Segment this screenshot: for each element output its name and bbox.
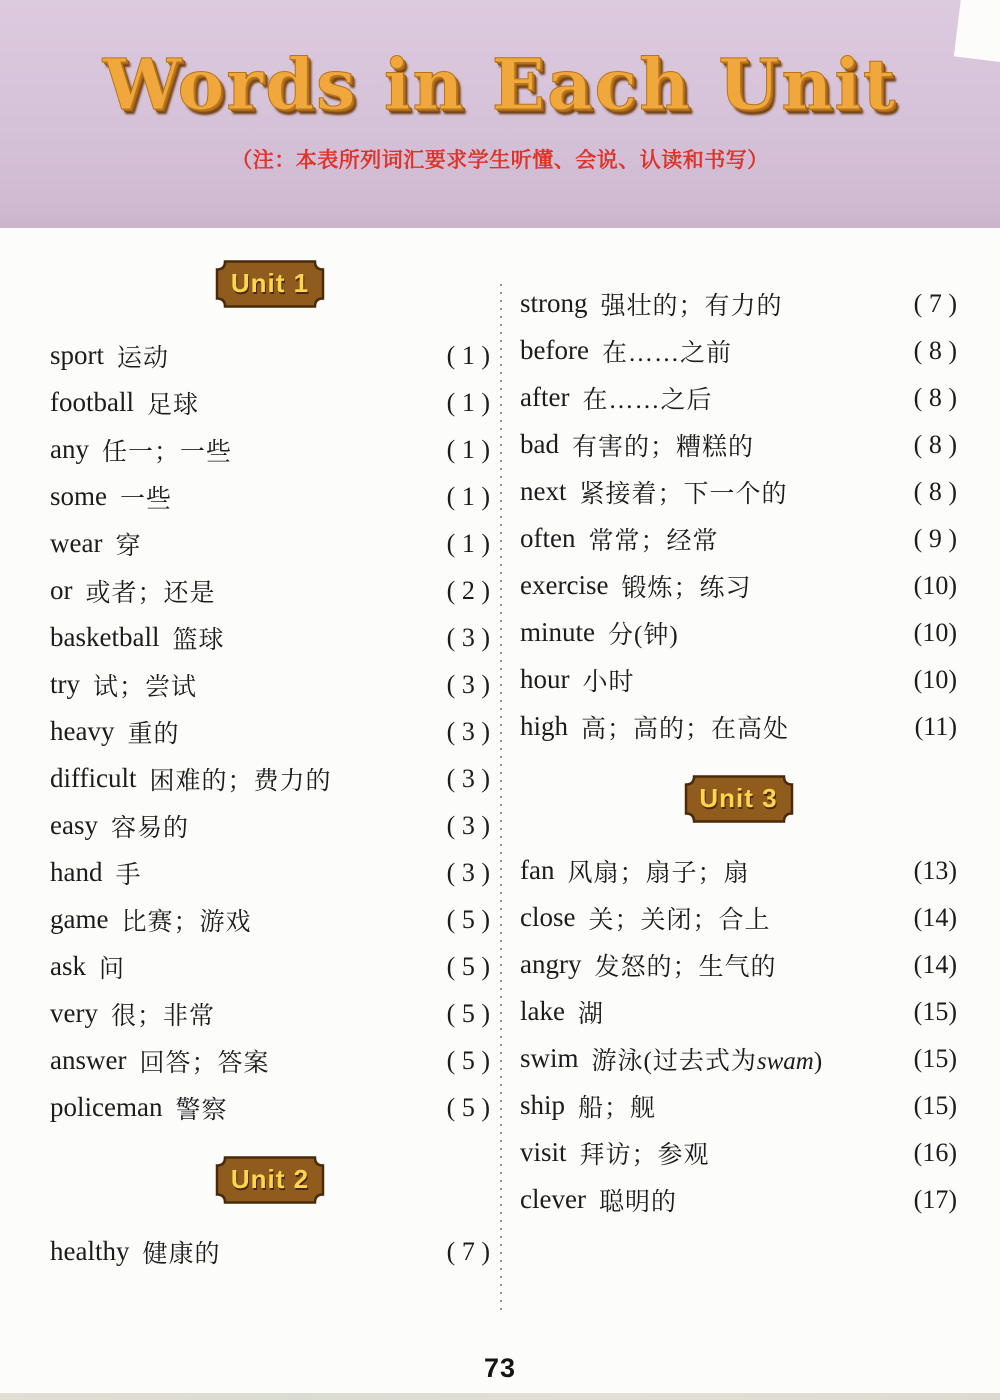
vocab-gloss-zh: 比赛；游戏 (121, 908, 252, 936)
vocab-word-en: lake (520, 996, 565, 1026)
vocab-gloss-zh: 在……之后 (582, 386, 713, 414)
page-corner-notch (954, 0, 1000, 63)
vocab-list (0, 228, 1000, 1316)
vocab-gloss-zh: 很；非常 (110, 1002, 215, 1030)
vocab-word-en: ask (50, 951, 86, 981)
vocab-word-en: hand (50, 857, 103, 887)
vocab-gloss-zh: 或者；还是 (85, 579, 216, 607)
page-number: 73 (483, 1353, 517, 1383)
vocab-word-en: angry (520, 949, 582, 979)
vocab-page-ref: ( 3 ) (446, 810, 490, 840)
vocab-word-en: policeman (50, 1092, 163, 1122)
vocab-entry (50, 896, 490, 943)
vocab-page-ref: ( 3 ) (446, 857, 490, 887)
vocab-gloss-zh (592, 1041, 824, 1077)
vocab-word-en: high (520, 711, 569, 741)
vocab-gloss-zh: 聪明的 (598, 1188, 677, 1216)
unit-badge (520, 773, 957, 825)
vocab-entry (520, 894, 957, 941)
vocab-gloss-zh: 锻炼；练习 (621, 574, 752, 602)
vocab-word-en: or (50, 575, 73, 605)
vocab-entry (520, 609, 957, 656)
vocab-entry (50, 1037, 490, 1084)
column-divider (500, 284, 502, 1316)
vocab-gloss-zh: 任一；一些 (101, 438, 232, 466)
vocab-page-ref: ( 8 ) (913, 429, 957, 459)
vocab-gloss-zh: 穿 (115, 532, 142, 560)
vocab-gloss-zh: 警察 (175, 1096, 228, 1124)
vocab-page-ref: ( 5 ) (446, 998, 490, 1028)
vocab-word-en: easy (50, 810, 98, 840)
vocab-word-en: healthy (50, 1236, 130, 1266)
vocab-entry (520, 280, 957, 327)
vocab-gloss-zh: 有害的；糟糕的 (571, 433, 754, 461)
vocab-gloss-zh: 运动 (117, 344, 170, 372)
vocab-page-ref: ( 1 ) (446, 340, 490, 370)
vocab-word-en: strong (520, 288, 588, 318)
vocab-gloss-zh: 强壮的；有力的 (600, 292, 783, 320)
vocab-page-ref: (15) (913, 996, 957, 1026)
vocab-entry (520, 941, 957, 988)
vocab-word-en: try (50, 669, 80, 699)
vocab-word-en: often (520, 523, 576, 553)
vocab-entry (520, 988, 957, 1035)
vocab-word-en: exercise (520, 570, 609, 600)
vocab-word-en: very (50, 998, 98, 1028)
vocab-entry (50, 473, 490, 520)
vocab-entry (50, 990, 490, 1037)
vocab-entry (50, 332, 490, 379)
vocab-entry (520, 468, 957, 515)
vocab-page-ref: ( 3 ) (446, 622, 490, 652)
vocab-page-ref: (15) (913, 1090, 957, 1120)
left-column (50, 258, 490, 1316)
page-footer (0, 1353, 1000, 1384)
vocab-gloss-zh: 发怒的；生气的 (594, 953, 777, 981)
page-header (0, 0, 1000, 228)
vocab-word-en: fan (520, 855, 555, 885)
vocab-gloss-zh: 足球 (146, 391, 199, 419)
vocab-entry (520, 515, 957, 562)
vocab-page-ref: ( 5 ) (446, 1092, 490, 1122)
vocab-gloss-zh: 手 (115, 861, 142, 889)
vocab-page-ref: ( 8 ) (913, 382, 957, 412)
vocab-word-en: game (50, 904, 109, 934)
vocab-gloss-zh: 船；舰 (578, 1094, 657, 1122)
vocab-gloss-zh: 风扇；扇子；扇 (567, 859, 750, 887)
vocab-entry (520, 1129, 957, 1176)
header-note: （注：本表所列词汇要求学生听懂、会说、认读和书写） (231, 147, 769, 172)
vocab-gloss-zh: 湖 (577, 1000, 604, 1028)
vocab-entry (50, 849, 490, 896)
vocab-page-ref: ( 1 ) (446, 528, 490, 558)
unit-badge-plate (208, 1154, 332, 1206)
vocab-page-ref: (16) (913, 1137, 957, 1167)
vocab-page-ref: ( 5 ) (446, 904, 490, 934)
vocab-word-en: close (520, 902, 576, 932)
unit-badge (50, 1154, 490, 1206)
vocab-word-en: wear (50, 528, 103, 558)
vocab-entry (50, 943, 490, 990)
vocab-word-en: some (50, 481, 107, 511)
vocab-gloss-zh: 健康的 (142, 1240, 221, 1268)
vocab-page-ref: ( 2 ) (446, 575, 490, 605)
vocab-word-en: difficult (50, 763, 137, 793)
vocab-entry (50, 379, 490, 426)
vocab-word-en: visit (520, 1137, 567, 1167)
vocab-entry (50, 520, 490, 567)
vocab-page-ref: ( 3 ) (446, 669, 490, 699)
unit-badge-plate (677, 773, 801, 825)
vocab-gloss-zh-pre: 游泳(过去式为 (591, 1047, 757, 1075)
vocab-page-ref: ( 7 ) (913, 288, 957, 318)
vocab-gloss-zh: 困难的；费力的 (149, 767, 332, 795)
page-bottom-edge (0, 1393, 1000, 1400)
vocab-gloss-zh: 重的 (127, 720, 180, 748)
vocab-gloss-zh: 分(钟) (608, 621, 679, 649)
vocab-gloss-zh: 关；关闭；合上 (588, 906, 771, 934)
vocab-gloss-zh: 容易的 (110, 814, 189, 842)
unit-badge-label: Unit 3 (699, 782, 778, 813)
vocab-word-en: bad (520, 429, 559, 459)
vocab-page-ref: (15) (913, 1043, 957, 1073)
vocab-entry (520, 421, 957, 468)
vocab-word-en: heavy (50, 716, 115, 746)
unit-badge (50, 258, 490, 310)
vocab-gloss-zh: 常常；经常 (588, 527, 719, 555)
vocab-page-ref: ( 8 ) (913, 335, 957, 365)
vocab-gloss-zh: 问 (99, 955, 126, 983)
vocab-entry (520, 327, 957, 374)
vocab-gloss-zh-post: ) (813, 1047, 824, 1075)
vocab-page-ref: ( 1 ) (446, 481, 490, 511)
vocab-page-ref: ( 5 ) (446, 951, 490, 981)
vocab-word-en: ship (520, 1090, 566, 1120)
vocab-entry (50, 426, 490, 473)
vocab-entry (520, 374, 957, 421)
vocab-entry (50, 755, 490, 802)
vocab-gloss-zh: 试；尝试 (93, 673, 198, 701)
vocab-word-en: swim (520, 1043, 579, 1073)
vocab-page-ref: ( 3 ) (446, 763, 490, 793)
vocab-page-ref: (13) (913, 855, 957, 885)
vocab-page-ref: ( 7 ) (446, 1236, 490, 1266)
vocab-entry (50, 661, 490, 708)
vocab-entry (50, 567, 490, 614)
vocab-word-en: answer (50, 1045, 127, 1075)
vocab-page-ref: ( 3 ) (446, 716, 490, 746)
vocab-word-en: sport (50, 340, 104, 370)
vocab-page-ref: ( 8 ) (913, 476, 957, 506)
vocab-gloss-zh: 小时 (582, 668, 635, 696)
vocab-entry (520, 656, 957, 703)
vocab-word-en: any (50, 434, 89, 464)
vocab-gloss-zh: 紧接着；下一个的 (579, 480, 788, 508)
vocab-entry (50, 614, 490, 661)
unit-badge-plate (208, 258, 332, 310)
vocab-entry (50, 802, 490, 849)
vocab-entry (520, 1176, 957, 1223)
vocab-entry (520, 562, 957, 609)
vocab-word-en: minute (520, 617, 595, 647)
vocab-word-en: before (520, 335, 589, 365)
vocab-gloss-zh: 在……之前 (601, 339, 732, 367)
vocab-gloss-zh: 回答；答案 (139, 1049, 270, 1077)
vocab-page-ref: (17) (913, 1184, 957, 1214)
vocab-entry (520, 1082, 957, 1129)
vocab-entry (50, 1084, 490, 1131)
vocab-gloss-zh-italic: swam (756, 1047, 814, 1075)
vocab-word-en: hour (520, 664, 570, 694)
vocab-gloss-zh: 高；高的；在高处 (581, 715, 790, 743)
vocab-page-ref: ( 5 ) (446, 1045, 490, 1075)
vocab-word-en: after (520, 382, 570, 412)
vocab-page-ref: (10) (913, 617, 957, 647)
vocab-word-en: clever (520, 1184, 586, 1214)
vocab-entry (520, 703, 957, 750)
right-column (520, 258, 957, 1316)
vocab-entry (50, 1228, 490, 1275)
page-title: Words in Each Unit (102, 43, 898, 126)
unit-badge-label: Unit 1 (230, 267, 310, 298)
vocab-page-ref: (14) (913, 949, 957, 979)
vocab-word-en: basketball (50, 622, 160, 652)
vocab-entry (520, 1035, 957, 1082)
vocab-word-en: football (50, 387, 134, 417)
vocab-page-ref: (10) (913, 570, 957, 600)
vocab-page-ref: (14) (913, 902, 957, 932)
vocab-page-ref: ( 1 ) (446, 387, 490, 417)
vocab-page-ref: (11) (914, 711, 957, 741)
vocab-page-ref: ( 9 ) (913, 523, 957, 553)
vocab-entry (50, 708, 490, 755)
vocab-gloss-zh: 一些 (120, 485, 173, 513)
vocab-page-ref: ( 1 ) (446, 434, 490, 464)
vocab-page-ref: (10) (913, 664, 957, 694)
vocab-gloss-zh: 篮球 (172, 626, 225, 654)
vocab-word-en: next (520, 476, 567, 506)
vocab-entry (520, 847, 957, 894)
vocab-gloss-zh: 拜访；参观 (579, 1141, 710, 1169)
unit-badge-label: Unit 2 (230, 1163, 310, 1194)
